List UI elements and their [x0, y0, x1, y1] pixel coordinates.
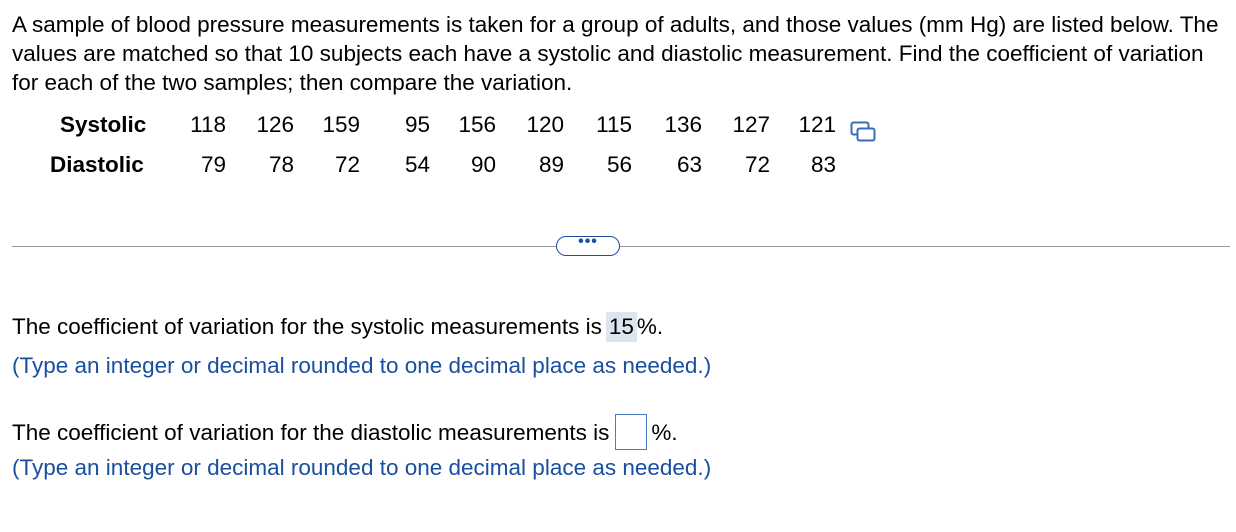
diastolic-answer-prefix: The coefficient of variation for the diastolic measurements is — [12, 419, 610, 445]
diastolic-value: 54 — [404, 152, 430, 177]
systolic-answer-prefix: The coefficient of variation for the systolic measurements is — [12, 314, 602, 339]
diastolic-value: 90 — [470, 152, 496, 177]
diastolic-label: Diastolic — [50, 152, 144, 177]
systolic-value: 118 — [190, 112, 226, 137]
systolic-value: 136 — [664, 112, 702, 137]
diastolic-value: 83 — [810, 152, 836, 177]
systolic-hint: (Type an integer or decimal rounded to one decimal place as needed.) — [12, 353, 712, 378]
diastolic-value: 63 — [676, 152, 702, 177]
systolic-value: 121 — [798, 112, 836, 137]
systolic-value: 120 — [526, 112, 564, 137]
systolic-value: 159 — [322, 112, 360, 137]
systolic-answer-suffix: %. — [636, 314, 664, 339]
systolic-answer-value[interactable]: 15 — [606, 312, 637, 342]
section-divider — [12, 246, 1230, 247]
question-text: A sample of blood pressure measurements is taken for a group of adults, and those values (mm Hg) are listed below. The values are matched so that 10 subjects each have a systolic and diastolic measurement. Find the coefficient of variation for each of the two samples; then compare the variation. — [12, 12, 1219, 95]
diastolic-value: 72 — [334, 152, 360, 177]
diastolic-value: 56 — [606, 152, 632, 177]
diastolic-hint: (Type an integer or decimal rounded to one decimal place as needed.) — [12, 455, 712, 480]
diastolic-answer-suffix: %. — [651, 419, 678, 445]
systolic-value: 156 — [458, 112, 496, 137]
diastolic-value: 89 — [538, 152, 564, 177]
systolic-label: Systolic — [60, 112, 147, 137]
diastolic-value: 72 — [744, 152, 770, 177]
systolic-value: 127 — [732, 112, 770, 137]
diastolic-value: 78 — [268, 152, 294, 177]
systolic-value: 115 — [596, 112, 632, 137]
diastolic-value: 79 — [200, 152, 226, 177]
systolic-value: 95 — [404, 112, 430, 137]
systolic-answer-line — [12, 312, 663, 342]
systolic-value: 126 — [256, 112, 294, 137]
show-more-button[interactable]: ••• — [556, 236, 620, 256]
diastolic-answer-line — [12, 416, 678, 452]
diastolic-answer-input[interactable] — [615, 414, 647, 450]
copy-data-icon[interactable] — [850, 121, 876, 143]
